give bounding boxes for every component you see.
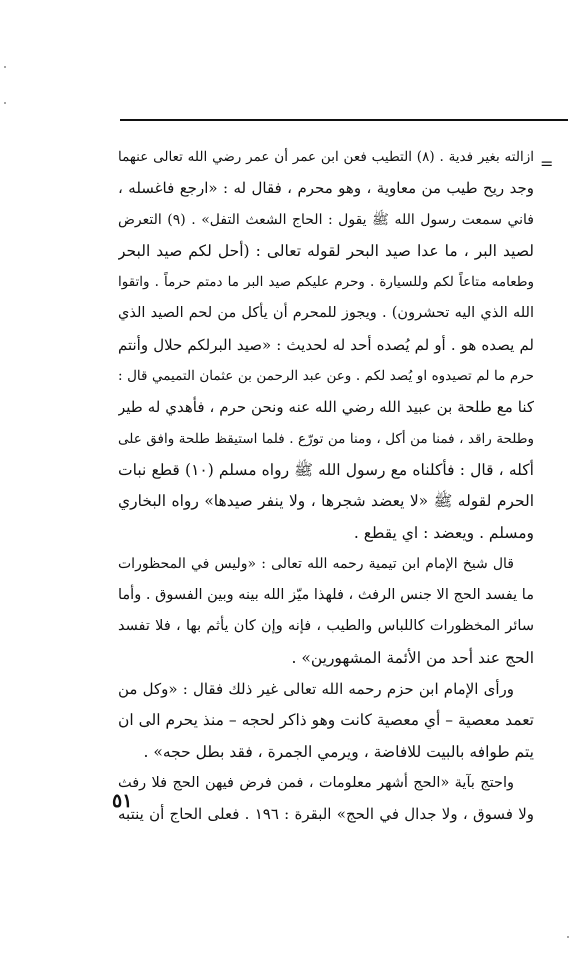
text-line: يتم طوافه بالبيت للافاضة ، ويرمي الجمرة ، فقد بطل حجه» . — [143, 742, 534, 761]
text-line: وطعامه متاعاً لكم وللسيارة . وحرم عليكم صيد البر ما دمتم حرماً . واتقوا — [118, 274, 534, 291]
text-line: واحتج بآية «الحج أشهر معلومات ، فمن فرض فيهن الحج فلا رفث — [118, 774, 514, 791]
top-rule — [120, 119, 568, 121]
text-line: فاني سمعت رسول الله ﷺ يقول : الحاج الشعث التفل» . (٩) التعرض — [118, 211, 534, 228]
page-number: ٥١ — [112, 790, 133, 812]
text-line: الله الذي اليه تحشرون) . ويجوز للمحرم أن يأكل من لحم الصيد الذي — [118, 305, 534, 322]
text-line: الحرم لقوله ﷺ «لا يعضد شجرها ، ولا ينفر صيدها» رواه البخاري — [118, 492, 534, 511]
text-line: ازالته بغير فدية . (٨) التطيب فعن ابن عمر أن عمر رضي الله تعالى عنهما — [118, 149, 534, 165]
text-line: تعمد معصية – أي معصية كانت وهو ذاكر لحجه – منذ يحرم الى ان — [118, 711, 534, 730]
text-line: وطلحة راقد ، فمنا من أكل ، ومنا من تورّع . فلما استيقظ طلحة وافق على — [118, 430, 534, 447]
text-line: ما يفسد الحج الا جنس الرفث ، فلهذا ميّز الله بينه وبين الفسوق . وأما — [118, 587, 534, 604]
text-line: لصيد البر ، ما عدا صيد البحر لقوله تعالى : (أحل لكم صيد البحر — [118, 241, 534, 260]
text-line: لم يصده هو . أو لم يُصده أحد له لحديث : «صيد البرلكم حلال وأنتم — [118, 335, 534, 354]
text-line: سائر المخظورات كاللباس والطيب ، فإنه وإن كان يأثم بها ، فلا تفسد — [118, 618, 534, 635]
text-line: قال شيخ الإمام ابن تيمية رحمه الله تعالى : «وليس في المحظورات — [118, 555, 514, 572]
scan-speck — [4, 66, 6, 68]
text-line: الحج عند أحد من الأئمة المشهورين» . — [291, 648, 534, 667]
text-line: ورأى الإمام ابن حزم رحمه الله تعالى غير ذلك فقال : «وكل من — [118, 680, 514, 699]
text-line: أكله ، قال : فأكلناه مع رسول الله ﷺ رواه مسلم (١٠) قطع نبات — [118, 460, 534, 479]
text-line: ولا فسوق ، ولا جدال في الحج» البقرة : ١٩٦ . فعلى الحاج أن ينتبه — [118, 805, 534, 824]
scan-speck — [4, 102, 6, 104]
text-line: كنا مع طلحة بن عبيد الله رضي الله عنه ونحن حرم ، فأهدي له طير — [118, 398, 534, 417]
text-line: ومسلم . ويعضد : اي يقطع . — [353, 523, 534, 542]
text-line: وجد ريح طيب من معاوية ، وهو محرم ، فقال له : «ارجع فاغسله ، — [118, 179, 534, 198]
body-text — [118, 142, 534, 831]
continuation-mark: = — [540, 154, 554, 173]
text-line: حرم ما لم تصيدوه او يُصد لكم . وعن عبد الرحمن بن عثمان التميمي قال : — [118, 368, 534, 385]
scan-speck — [567, 936, 569, 938]
